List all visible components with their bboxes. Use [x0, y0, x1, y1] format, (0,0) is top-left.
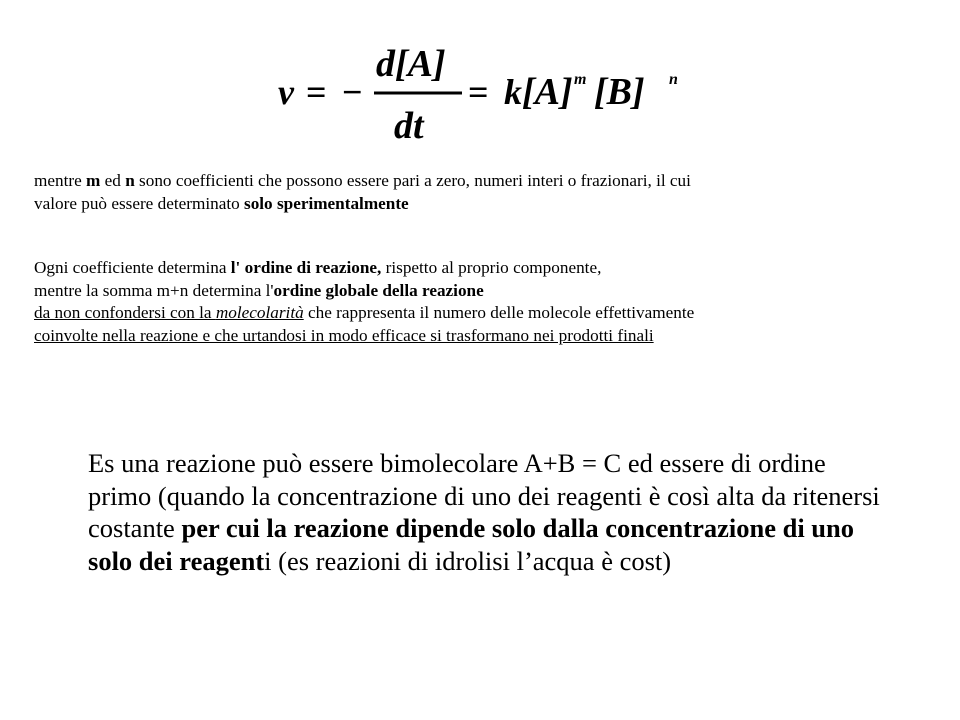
bold-m: m [86, 171, 101, 190]
equation-equals-2: = [468, 72, 489, 112]
text-span: rispetto al proprio componente, [381, 258, 602, 277]
reaction-order-paragraph [34, 257, 694, 347]
underlined-text [34, 303, 304, 322]
text-span: Ogni coefficiente determina [34, 258, 231, 277]
bold-n: n [125, 171, 135, 190]
equation-v: v [278, 72, 294, 112]
bold-reaction-order: l' ordine di reazione, [230, 258, 382, 277]
rate-equation [276, 38, 696, 148]
equation-a-term: [A] [522, 71, 573, 113]
equation-equals-1: = [306, 72, 327, 112]
text-span: Es una reazione può essere bimolecolare A+B = C ed essere di ordine primo (quando la concentrazione di uno dei reagenti è così alta da ritenersi costante [88, 448, 880, 543]
equation-m-exponent: m [574, 71, 587, 88]
equation-n-exponent: n [669, 71, 678, 88]
text-span: valore può essere determinato [34, 193, 244, 213]
text-span: i (es reazioni di idrolisi l’acqua è cost) [264, 545, 672, 576]
bold-global-order: ordine globale della reazione [273, 280, 484, 300]
text-span: da non confondersi con la [34, 303, 216, 322]
text-span: che rappresenta il numero delle molecole effettivamente [303, 303, 695, 322]
equation-denominator: dt [394, 105, 424, 147]
text-span: sono coefficienti che possono essere pari a zero, numeri interi o frazionari, il cui [134, 171, 691, 190]
coefficients-paragraph [34, 170, 691, 215]
italic-molecularity: molecolarità [215, 303, 304, 322]
example-paragraph [88, 447, 888, 577]
underlined-text: coinvolte nella reazione e che urtandosi in modo efficace si trasformano nei prodotti finali [34, 325, 654, 345]
equation-k: k [504, 72, 522, 112]
bold-example-text: per cui la reazione dipende solo dalla concentrazione di uno solo dei reagent [88, 513, 855, 576]
text-span: mentre [34, 171, 87, 190]
equation-b-term: [B] [594, 71, 645, 113]
text-span: mentre la somma m+n determina l' [34, 280, 274, 300]
text-span: ed [100, 171, 126, 190]
equation-numerator: d[A] [376, 43, 446, 85]
bold-experimentally: solo sperimentalmente [244, 193, 409, 213]
equation-minus: − [342, 72, 363, 112]
